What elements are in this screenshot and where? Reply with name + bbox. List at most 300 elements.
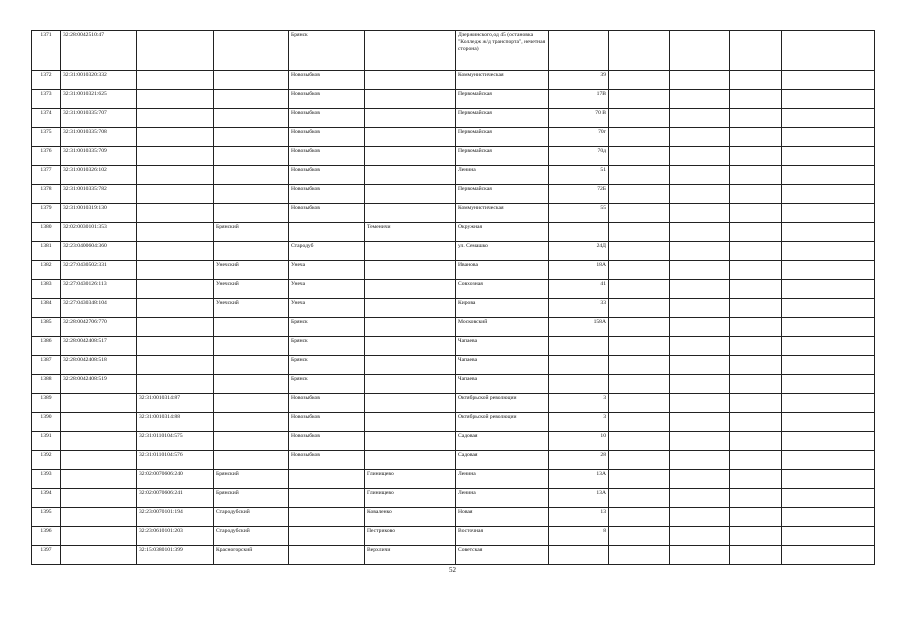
city-cell: Унеча (289, 299, 365, 318)
empty-cell (782, 432, 875, 451)
district-cell (214, 185, 289, 204)
city-cell: Новозыбков (289, 432, 365, 451)
house-number-cell (549, 31, 609, 71)
empty-cell (782, 223, 875, 242)
house-number-cell (549, 337, 609, 356)
city-cell (289, 223, 365, 242)
empty-cell (609, 413, 670, 432)
empty-cell (782, 109, 875, 128)
house-number-cell: 39 (549, 71, 609, 90)
cadastral-number-alt-cell (137, 128, 214, 147)
empty-cell (782, 31, 875, 71)
house-number-cell: 13А (549, 489, 609, 508)
settlement-cell (365, 375, 456, 394)
empty-cell (670, 470, 730, 489)
cadastral-number-cell (61, 432, 137, 451)
house-number-cell: 41 (549, 280, 609, 299)
street-cell: Коммунистическая (456, 71, 549, 90)
district-cell (214, 451, 289, 470)
empty-cell (670, 128, 730, 147)
settlement-cell: Верхличи (365, 546, 456, 565)
table-row (32, 413, 875, 432)
street-cell: Первомайская (456, 185, 549, 204)
cadastral-number-alt-cell: 32:31:0010314:87 (137, 394, 214, 413)
empty-cell (670, 31, 730, 71)
cadastral-number-cell: 32:31:0010326:102 (61, 166, 137, 185)
empty-cell (670, 337, 730, 356)
cadastral-number-alt-cell: 32:02:0070606:240 (137, 470, 214, 489)
cadastral-number-alt-cell (137, 375, 214, 394)
cadastral-number-alt-cell (137, 204, 214, 223)
empty-cell (730, 356, 782, 375)
city-cell: Унеча (289, 280, 365, 299)
district-cell (214, 337, 289, 356)
settlement-cell (365, 128, 456, 147)
city-cell: Новозыбков (289, 166, 365, 185)
row-number-cell: 1395 (32, 508, 61, 527)
settlement-cell (365, 356, 456, 375)
cadastral-number-cell: 32:31:0010320:332 (61, 71, 137, 90)
cadastral-number-cell (61, 489, 137, 508)
cadastral-number-cell: 32:28:0042408:518 (61, 356, 137, 375)
row-number-cell: 1377 (32, 166, 61, 185)
district-cell: Стародубский (214, 527, 289, 546)
settlement-cell (365, 299, 456, 318)
cadastral-number-alt-cell: 32:31:0010314:88 (137, 413, 214, 432)
empty-cell (670, 432, 730, 451)
cadastral-number-alt-cell: 32:31:0110104:576 (137, 451, 214, 470)
district-cell: Брянский (214, 470, 289, 489)
empty-cell (670, 71, 730, 90)
city-cell: Новозыбков (289, 90, 365, 109)
cadastral-number-alt-cell: 32:23:0070101:194 (137, 508, 214, 527)
empty-cell (670, 318, 730, 337)
empty-cell (670, 261, 730, 280)
settlement-cell: Коваленко (365, 508, 456, 527)
house-number-cell: 70 В (549, 109, 609, 128)
empty-cell (782, 451, 875, 470)
settlement-cell: Глинищево (365, 470, 456, 489)
street-cell: Ленина (456, 166, 549, 185)
empty-cell (730, 147, 782, 166)
empty-cell (782, 546, 875, 565)
table-row (32, 90, 875, 109)
city-cell: Новозыбков (289, 394, 365, 413)
table-row (32, 527, 875, 546)
street-cell: Чапаева (456, 375, 549, 394)
empty-cell (670, 90, 730, 109)
settlement-cell (365, 413, 456, 432)
cadastral-number-cell: 32:31:0010335:707 (61, 109, 137, 128)
settlement-cell (365, 90, 456, 109)
street-cell: Иванова (456, 261, 549, 280)
district-cell: Брянский (214, 223, 289, 242)
row-number-cell: 1371 (32, 31, 61, 71)
house-number-cell: 55 (549, 204, 609, 223)
cadastral-number-alt-cell (137, 337, 214, 356)
table-row (32, 489, 875, 508)
city-cell: Брянск (289, 318, 365, 337)
empty-cell (730, 261, 782, 280)
empty-cell (730, 508, 782, 527)
row-number-cell: 1386 (32, 337, 61, 356)
table-row (32, 470, 875, 489)
district-cell (214, 413, 289, 432)
empty-cell (609, 508, 670, 527)
cadastral-number-cell: 32:31:0010335:708 (61, 128, 137, 147)
district-cell: Брянский (214, 489, 289, 508)
empty-cell (782, 128, 875, 147)
table-row (32, 242, 875, 261)
district-cell (214, 166, 289, 185)
empty-cell (670, 109, 730, 128)
empty-cell (609, 318, 670, 337)
empty-cell (609, 166, 670, 185)
cadastral-number-cell: 32:28:0042510:47 (61, 31, 137, 71)
row-number-cell: 1388 (32, 375, 61, 394)
house-number-cell: 24Д (549, 242, 609, 261)
empty-cell (782, 508, 875, 527)
street-cell: Ленина (456, 489, 549, 508)
settlement-cell (365, 185, 456, 204)
cadastral-number-alt-cell (137, 299, 214, 318)
empty-cell (670, 546, 730, 565)
cadastral-number-alt-cell (137, 147, 214, 166)
settlement-cell (365, 318, 456, 337)
house-number-cell: 10 (549, 432, 609, 451)
district-cell (214, 204, 289, 223)
empty-cell (730, 318, 782, 337)
row-number-cell: 1393 (32, 470, 61, 489)
table-row (32, 508, 875, 527)
cadastral-number-alt-cell (137, 185, 214, 204)
row-number-cell: 1390 (32, 413, 61, 432)
street-cell: Первомайская (456, 90, 549, 109)
house-number-cell: 51 (549, 166, 609, 185)
cadastral-number-alt-cell (137, 242, 214, 261)
row-number-cell: 1392 (32, 451, 61, 470)
street-cell: Совхозная (456, 280, 549, 299)
cadastral-number-cell: 32:23:0400604:360 (61, 242, 137, 261)
empty-cell (782, 147, 875, 166)
empty-cell (730, 223, 782, 242)
city-cell: Новозыбков (289, 128, 365, 147)
empty-cell (730, 280, 782, 299)
city-cell (289, 489, 365, 508)
empty-cell (670, 204, 730, 223)
table-row (32, 318, 875, 337)
empty-cell (782, 242, 875, 261)
district-cell: Унечский (214, 299, 289, 318)
table-row (32, 432, 875, 451)
empty-cell (670, 299, 730, 318)
empty-cell (609, 546, 670, 565)
district-cell (214, 432, 289, 451)
cadastral-number-alt-cell (137, 166, 214, 185)
cadastral-number-alt-cell: 32:15:0380101:399 (137, 546, 214, 565)
district-cell (214, 90, 289, 109)
house-number-cell: 158А (549, 318, 609, 337)
district-cell (214, 109, 289, 128)
house-number-cell (549, 375, 609, 394)
empty-cell (609, 242, 670, 261)
city-cell: Брянск (289, 356, 365, 375)
row-number-cell: 1376 (32, 147, 61, 166)
house-number-cell: 13А (549, 470, 609, 489)
empty-cell (730, 185, 782, 204)
cadastral-number-cell: 32:28:0042408:519 (61, 375, 137, 394)
empty-cell (782, 394, 875, 413)
settlement-cell (365, 337, 456, 356)
cadastral-number-cell: 32:31:0010319:130 (61, 204, 137, 223)
row-number-cell: 1396 (32, 527, 61, 546)
district-cell: Красногорский (214, 546, 289, 565)
empty-cell (730, 394, 782, 413)
table-row (32, 204, 875, 223)
settlement-cell (365, 147, 456, 166)
empty-cell (782, 470, 875, 489)
city-cell (289, 527, 365, 546)
empty-cell (782, 413, 875, 432)
empty-cell (730, 128, 782, 147)
cadastral-number-cell (61, 451, 137, 470)
city-cell: Новозыбков (289, 71, 365, 90)
table-row (32, 337, 875, 356)
empty-cell (730, 166, 782, 185)
street-cell: Кирова (456, 299, 549, 318)
row-number-cell: 1387 (32, 356, 61, 375)
row-number-cell: 1394 (32, 489, 61, 508)
empty-cell (730, 375, 782, 394)
empty-cell (609, 394, 670, 413)
street-cell: Дзержинского,од 45 (остановка "Колледж ж/д транспорта", нечетная сторона) (456, 31, 549, 71)
empty-cell (609, 31, 670, 71)
empty-cell (782, 318, 875, 337)
settlement-cell: Теменичи (365, 223, 456, 242)
page-number: 52 (449, 566, 456, 574)
table-row (32, 356, 875, 375)
cadastral-number-cell (61, 394, 137, 413)
table-row (32, 223, 875, 242)
empty-cell (609, 71, 670, 90)
empty-cell (609, 147, 670, 166)
empty-cell (730, 432, 782, 451)
city-cell: Новозыбков (289, 451, 365, 470)
city-cell: Брянск (289, 31, 365, 71)
district-cell: Стародубский (214, 508, 289, 527)
empty-cell (609, 527, 670, 546)
empty-cell (609, 375, 670, 394)
empty-cell (730, 451, 782, 470)
empty-cell (730, 470, 782, 489)
empty-cell (670, 527, 730, 546)
empty-cell (670, 185, 730, 204)
table-row (32, 546, 875, 565)
empty-cell (782, 71, 875, 90)
cadastral-number-cell: 32:27:0430126:113 (61, 280, 137, 299)
cadastral-number-alt-cell: 32:31:0110104:575 (137, 432, 214, 451)
city-cell: Новозыбков (289, 109, 365, 128)
empty-cell (730, 337, 782, 356)
empty-cell (782, 337, 875, 356)
house-number-cell: 70г (549, 128, 609, 147)
city-cell: Брянск (289, 375, 365, 394)
row-number-cell: 1391 (32, 432, 61, 451)
empty-cell (730, 204, 782, 223)
row-number-cell: 1373 (32, 90, 61, 109)
cadastral-number-alt-cell: 32:02:0070606:241 (137, 489, 214, 508)
empty-cell (782, 356, 875, 375)
cadastral-number-alt-cell (137, 356, 214, 375)
house-number-cell: 3 (549, 394, 609, 413)
settlement-cell (365, 31, 456, 71)
city-cell: Стародуб (289, 242, 365, 261)
empty-cell (670, 413, 730, 432)
house-number-cell: 17В (549, 90, 609, 109)
table-row (32, 185, 875, 204)
empty-cell (670, 280, 730, 299)
empty-cell (670, 223, 730, 242)
row-number-cell: 1375 (32, 128, 61, 147)
table-row (32, 451, 875, 470)
table-row (32, 261, 875, 280)
house-number-cell (549, 356, 609, 375)
cadastral-number-alt-cell (137, 261, 214, 280)
empty-cell (609, 185, 670, 204)
street-cell: Ленина (456, 470, 549, 489)
district-cell (214, 318, 289, 337)
city-cell (289, 470, 365, 489)
cadastral-number-alt-cell: 32:23:0610101:203 (137, 527, 214, 546)
row-number-cell: 1379 (32, 204, 61, 223)
row-number-cell: 1383 (32, 280, 61, 299)
street-cell: ул. Семашко (456, 242, 549, 261)
cadastral-number-alt-cell (137, 223, 214, 242)
city-cell: Новозыбков (289, 204, 365, 223)
street-cell: Новая (456, 508, 549, 527)
street-cell: Первомайская (456, 109, 549, 128)
row-number-cell: 1381 (32, 242, 61, 261)
cadastral-number-cell: 32:31:0010321:625 (61, 90, 137, 109)
settlement-cell: Глинищево (365, 489, 456, 508)
street-cell: Московский (456, 318, 549, 337)
row-number-cell: 1372 (32, 71, 61, 90)
empty-cell (782, 166, 875, 185)
registry-table (31, 30, 875, 565)
table-row (32, 166, 875, 185)
empty-cell (609, 109, 670, 128)
city-cell: Новозыбков (289, 147, 365, 166)
district-cell (214, 128, 289, 147)
house-number-cell: 28 (549, 451, 609, 470)
empty-cell (609, 261, 670, 280)
settlement-cell (365, 109, 456, 128)
cadastral-number-cell (61, 470, 137, 489)
empty-cell (609, 223, 670, 242)
empty-cell (730, 109, 782, 128)
settlement-cell (365, 261, 456, 280)
empty-cell (730, 71, 782, 90)
house-number-cell: 72Б (549, 185, 609, 204)
empty-cell (670, 508, 730, 527)
cadastral-number-cell (61, 527, 137, 546)
empty-cell (609, 337, 670, 356)
row-number-cell: 1378 (32, 185, 61, 204)
settlement-cell (365, 280, 456, 299)
empty-cell (730, 546, 782, 565)
cadastral-number-cell: 32:27:0430348:104 (61, 299, 137, 318)
empty-cell (609, 128, 670, 147)
street-cell: Первомайская (456, 147, 549, 166)
cadastral-number-alt-cell (137, 280, 214, 299)
empty-cell (782, 375, 875, 394)
row-number-cell: 1380 (32, 223, 61, 242)
empty-cell (670, 394, 730, 413)
empty-cell (782, 299, 875, 318)
street-cell: Садовая (456, 451, 549, 470)
table-row (32, 109, 875, 128)
cadastral-number-cell: 32:02:0030101:353 (61, 223, 137, 242)
district-cell (214, 31, 289, 71)
empty-cell (782, 280, 875, 299)
empty-cell (730, 90, 782, 109)
empty-cell (730, 299, 782, 318)
empty-cell (782, 527, 875, 546)
district-cell (214, 394, 289, 413)
city-cell: Новозыбков (289, 413, 365, 432)
table-row (32, 147, 875, 166)
cadastral-number-cell: 32:28:0042706:770 (61, 318, 137, 337)
empty-cell (670, 375, 730, 394)
settlement-cell (365, 242, 456, 261)
row-number-cell: 1385 (32, 318, 61, 337)
cadastral-number-alt-cell (137, 109, 214, 128)
house-number-cell: 18А (549, 261, 609, 280)
cadastral-number-alt-cell (137, 318, 214, 337)
settlement-cell (365, 451, 456, 470)
empty-cell (609, 299, 670, 318)
city-cell: Новозыбков (289, 185, 365, 204)
row-number-cell: 1382 (32, 261, 61, 280)
street-cell: Советская (456, 546, 549, 565)
row-number-cell: 1389 (32, 394, 61, 413)
cadastral-number-cell (61, 413, 137, 432)
table-row (32, 31, 875, 71)
cadastral-number-cell: 32:31:0010335:709 (61, 147, 137, 166)
empty-cell (782, 261, 875, 280)
house-number-cell (549, 223, 609, 242)
settlement-cell: Пестриково (365, 527, 456, 546)
empty-cell (609, 356, 670, 375)
district-cell (214, 71, 289, 90)
empty-cell (609, 470, 670, 489)
row-number-cell: 1397 (32, 546, 61, 565)
table-row (32, 128, 875, 147)
empty-cell (730, 527, 782, 546)
empty-cell (609, 90, 670, 109)
empty-cell (730, 489, 782, 508)
empty-cell (609, 489, 670, 508)
empty-cell (730, 31, 782, 71)
house-number-cell: 13 (549, 508, 609, 527)
street-cell: Восточная (456, 527, 549, 546)
empty-cell (782, 489, 875, 508)
street-cell: Октябрьской революции (456, 394, 549, 413)
table-row (32, 299, 875, 318)
empty-cell (782, 185, 875, 204)
cadastral-number-cell (61, 508, 137, 527)
settlement-cell (365, 166, 456, 185)
